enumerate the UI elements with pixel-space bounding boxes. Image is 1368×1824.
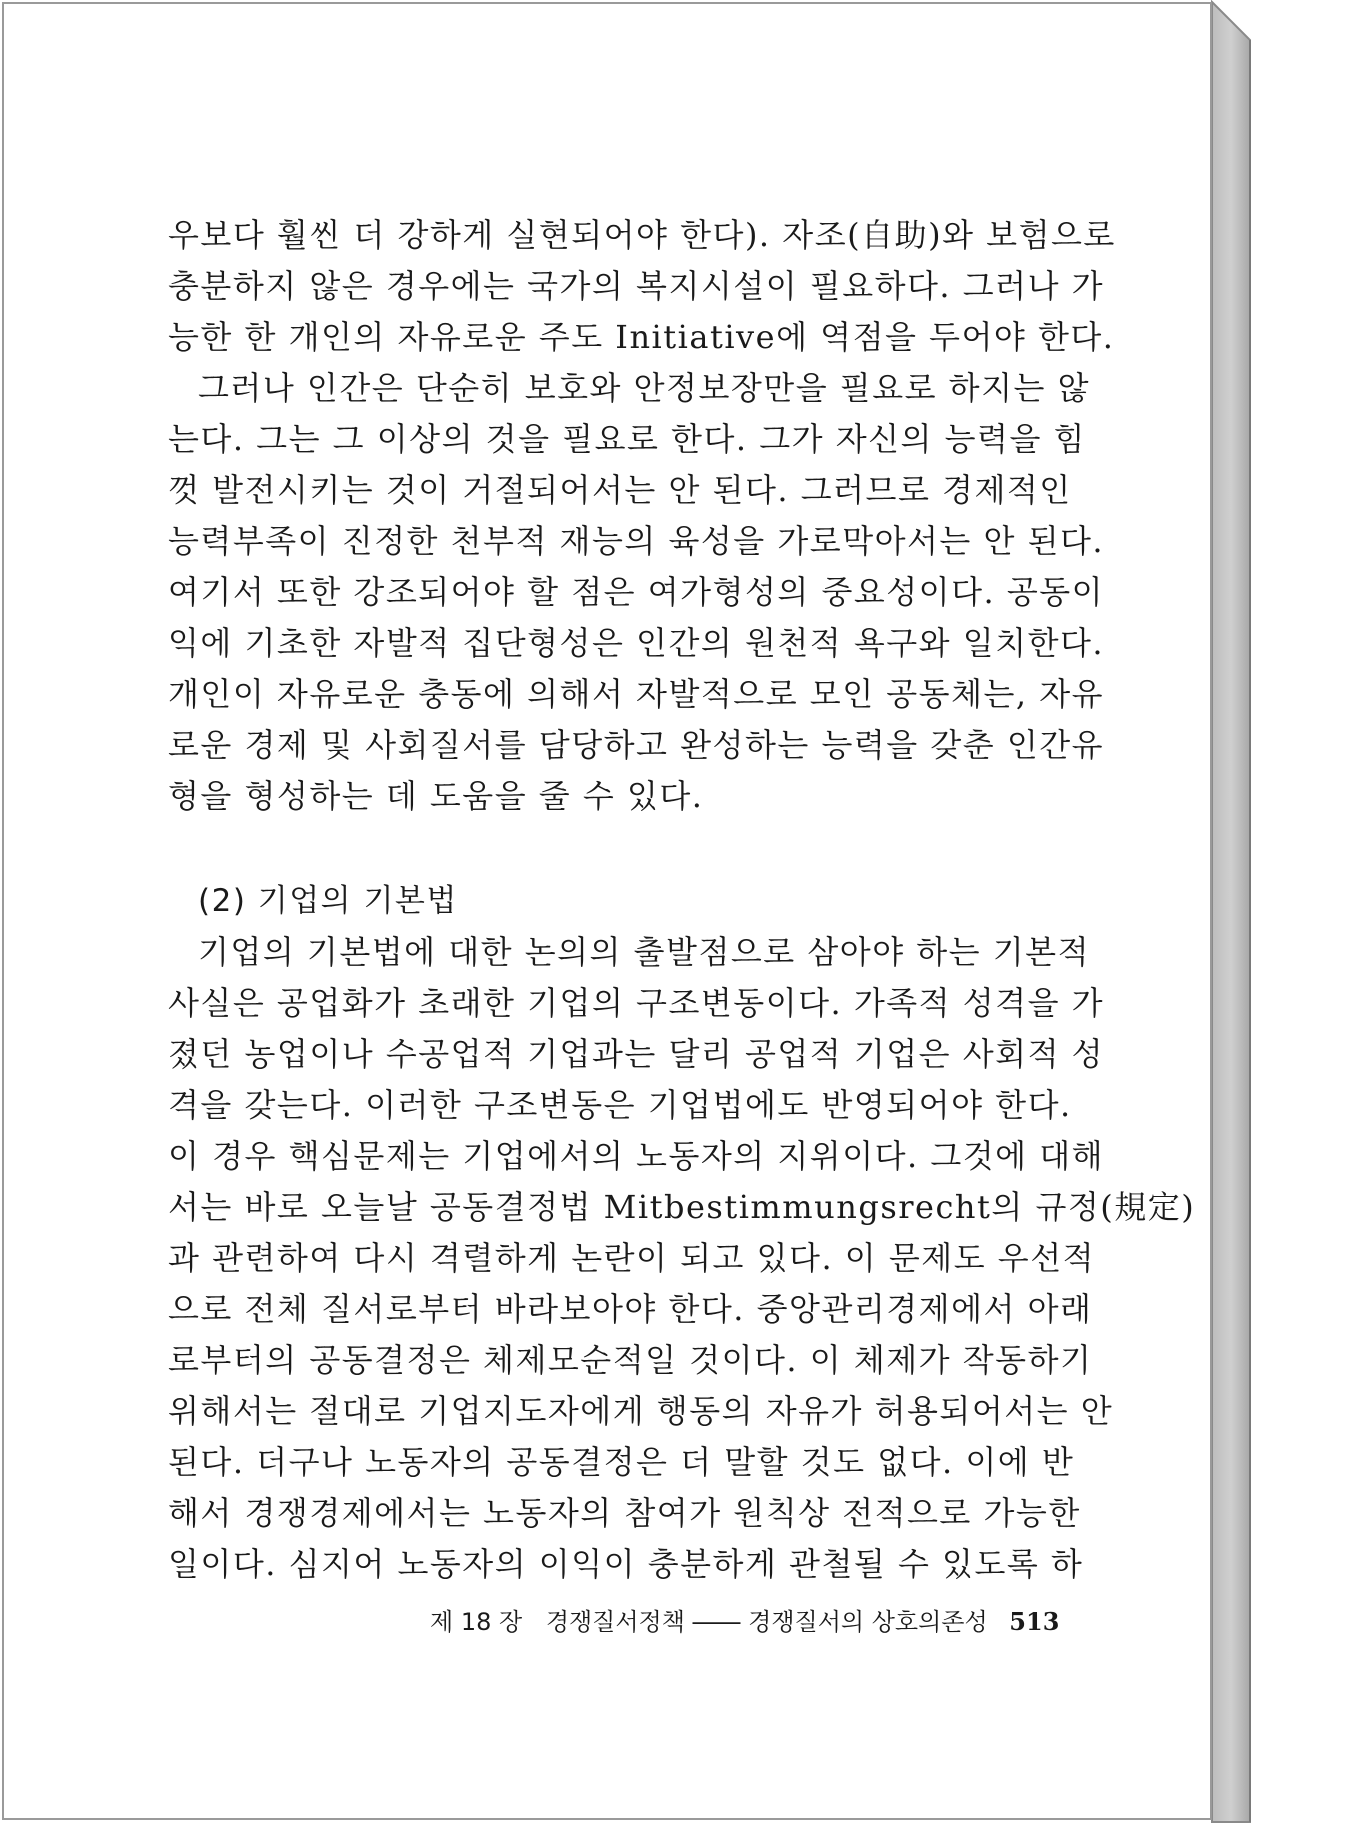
text-line: 개인이 자유로운 충동에 의해서 자발적으로 모인 공동체는, 자유 [168,675,1105,713]
text-line: 격을 갖는다. 이러한 구조변동은 기업법에도 반영되어야 한다. [168,1086,1072,1124]
page-number: 513 [1009,1607,1060,1636]
footer-title: 경쟁질서정책 ―― 경쟁질서의 상호의존성 [545,1608,988,1636]
text-line: 여기서 또한 강조되어야 할 점은 여가형성의 중요성이다. 공동이 [168,573,1105,611]
text-line: 껏 발전시키는 것이 거절되어서는 안 된다. 그러므로 경제적인 [168,471,1072,509]
text-line: 익에 기초한 자발적 집단형성은 인간의 원천적 욕구와 일치한다. [168,624,1105,662]
text-line: 된다. 더구나 노동자의 공동결정은 더 말할 것도 없다. 이에 반 [168,1443,1075,1481]
text-line: 사실은 공업화가 초래한 기업의 구조변동이다. 가족적 성격을 가 [168,984,1105,1022]
text-line: 졌던 농업이나 수공업적 기업과는 달리 공업적 기업은 사회적 성 [168,1035,1105,1073]
paragraph-3 [168,927,1196,1590]
text-line: 이 경우 핵심문제는 기업에서의 노동자의 지위이다. 그것에 대해 [168,1137,1105,1175]
text-line: 로운 경제 및 사회질서를 담당하고 완성하는 능력을 갖춘 인간유 [168,726,1105,764]
body-text [168,210,1196,1590]
paragraph-1 [168,210,1116,363]
text-line: 능력부족이 진정한 천부적 재능의 육성을 가로막아서는 안 된다. [168,522,1105,560]
text-line: 그러나 인간은 단순히 보호와 안정보장만을 필요로 하지는 않 [198,369,1091,407]
text-line: 서는 바로 오늘날 공동결정법 Mitbestimmungsrecht의 규정(規定) [168,1188,1196,1226]
section-heading: (2) 기업의 기본법 [198,883,458,919]
running-footer [430,1600,1060,1644]
text-line: 기업의 기본법에 대한 논의의 출발점으로 삼아야 하는 기본적 [198,933,1091,971]
paragraph-2 [168,363,1105,822]
footer-chapter: 제 18 장 [430,1608,523,1636]
text-line: 해서 경쟁경제에서는 노동자의 참여가 원칙상 전적으로 가능한 [168,1494,1081,1532]
text-line: 형을 형성하는 데 도움을 줄 수 있다. [168,777,704,815]
text-line: 충분하지 않은 경우에는 국가의 복지시설이 필요하다. 그러나 가 [168,267,1105,305]
text-line: 능한 한 개인의 자유로운 주도 Initiative에 역점을 두어야 한다. [168,318,1115,356]
text-line: 과 관련하여 다시 격렬하게 논란이 되고 있다. 이 문제도 우선적 [168,1239,1096,1277]
text-line: 일이다. 심지어 노동자의 이익이 충분하게 관철될 수 있도록 하 [168,1545,1084,1583]
text-line: 으로 전체 질서로부터 바라보아야 한다. 중앙관리경제에서 아래 [168,1290,1093,1328]
text-line: 위해서는 절대로 기업지도자에게 행동의 자유가 허용되어서는 안 [168,1392,1114,1430]
text-line: 우보다 훨씬 더 강하게 실현되어야 한다). 자조(自助)와 보험으로 [168,216,1116,254]
text-line: 는다. 그는 그 이상의 것을 필요로 한다. 그가 자신의 능력을 힘 [168,420,1086,458]
text-line: 로부터의 공동결정은 체제모순적일 것이다. 이 체제가 작동하기 [168,1341,1093,1379]
